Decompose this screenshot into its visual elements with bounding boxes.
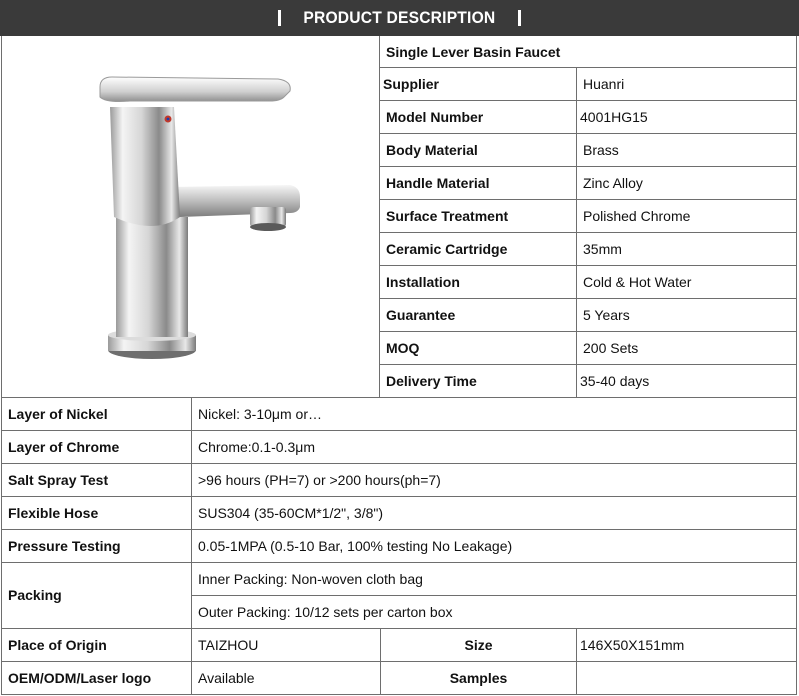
- detail-value-pressure: 0.05-1MPA (0.5-10 Bar, 100% testing No Leakage): [198, 537, 513, 554]
- spec-value-supplier: Huanri: [583, 75, 625, 92]
- spec-label-installation: Installation: [386, 273, 460, 290]
- oem-value: Available: [198, 669, 255, 686]
- spec-value-body: Brass: [583, 141, 619, 158]
- spec-label-handle: Handle Material: [386, 174, 490, 191]
- detail-label-chrome: Layer of Chrome: [8, 438, 120, 455]
- origin-label: Place of Origin: [8, 636, 107, 653]
- detail-value-chrome: Chrome:0.1-0.3μm: [198, 438, 315, 455]
- row-line: [1, 694, 797, 695]
- header-bar-right: [518, 10, 521, 26]
- size-value: 146X50X151mm: [580, 636, 685, 653]
- spec-label-cartridge: Ceramic Cartridge: [386, 240, 508, 257]
- spec-label-supplier: Supplier: [383, 75, 440, 92]
- spec-value-guarantee: 5 Years: [583, 306, 630, 323]
- packing-outer: Outer Packing: 10/12 sets per carton box: [198, 603, 453, 620]
- packing-label: Packing: [8, 587, 62, 603]
- product-name: Single Lever Basin Faucet: [386, 43, 561, 60]
- samples-value: [580, 661, 794, 694]
- spec-value-handle: Zinc Alloy: [583, 174, 643, 191]
- faucet-illustration: [70, 67, 310, 367]
- spec-value-model: 4001HG15: [580, 108, 648, 125]
- spec-label-delivery: Delivery Time: [386, 372, 477, 389]
- spec-value-installation: Cold & Hot Water: [583, 273, 692, 290]
- spec-label-surface: Surface Treatment: [386, 207, 509, 224]
- detail-value-salt-spray: >96 hours (PH=7) or >200 hours(ph=7): [198, 471, 441, 488]
- detail-value-nickel: Nickel: 3-10μm or…: [198, 405, 322, 422]
- detail-label-salt-spray: Salt Spray Test: [8, 471, 109, 488]
- spec-label-body: Body Material: [386, 141, 478, 158]
- spec-value-moq: 200 Sets: [583, 339, 639, 356]
- divider-label: [191, 397, 192, 695]
- border-right: [796, 36, 797, 695]
- spec-label-moq: MOQ: [386, 339, 420, 356]
- detail-value-hose: SUS304 (35-60CM*1/2", 3/8"): [198, 504, 384, 521]
- spec-value-cartridge: 35mm: [583, 240, 622, 257]
- origin-value: TAIZHOU: [198, 636, 259, 653]
- spec-label-model: Model Number: [386, 108, 484, 125]
- product-image: [2, 36, 378, 397]
- samples-label: Samples: [449, 669, 508, 686]
- packing-inner: Inner Packing: Non-woven cloth bag: [198, 570, 423, 587]
- detail-label-hose: Flexible Hose: [8, 504, 99, 521]
- size-label: Size: [464, 636, 493, 653]
- detail-label-pressure: Pressure Testing: [8, 537, 121, 554]
- page-title: PRODUCT DESCRIPTION: [303, 8, 496, 27]
- border-left: [1, 36, 2, 695]
- section-header: [0, 0, 799, 36]
- spec-value-delivery: 35-40 days: [580, 372, 650, 389]
- detail-label-nickel: Layer of Nickel: [8, 405, 108, 422]
- oem-label: OEM/ODM/Laser logo: [8, 669, 152, 686]
- divider-image: [379, 36, 380, 397]
- spec-value-surface: Polished Chrome: [583, 207, 691, 224]
- header-bar-left: [278, 10, 281, 26]
- spec-label-guarantee: Guarantee: [386, 306, 456, 323]
- divider-size-right: [576, 628, 577, 695]
